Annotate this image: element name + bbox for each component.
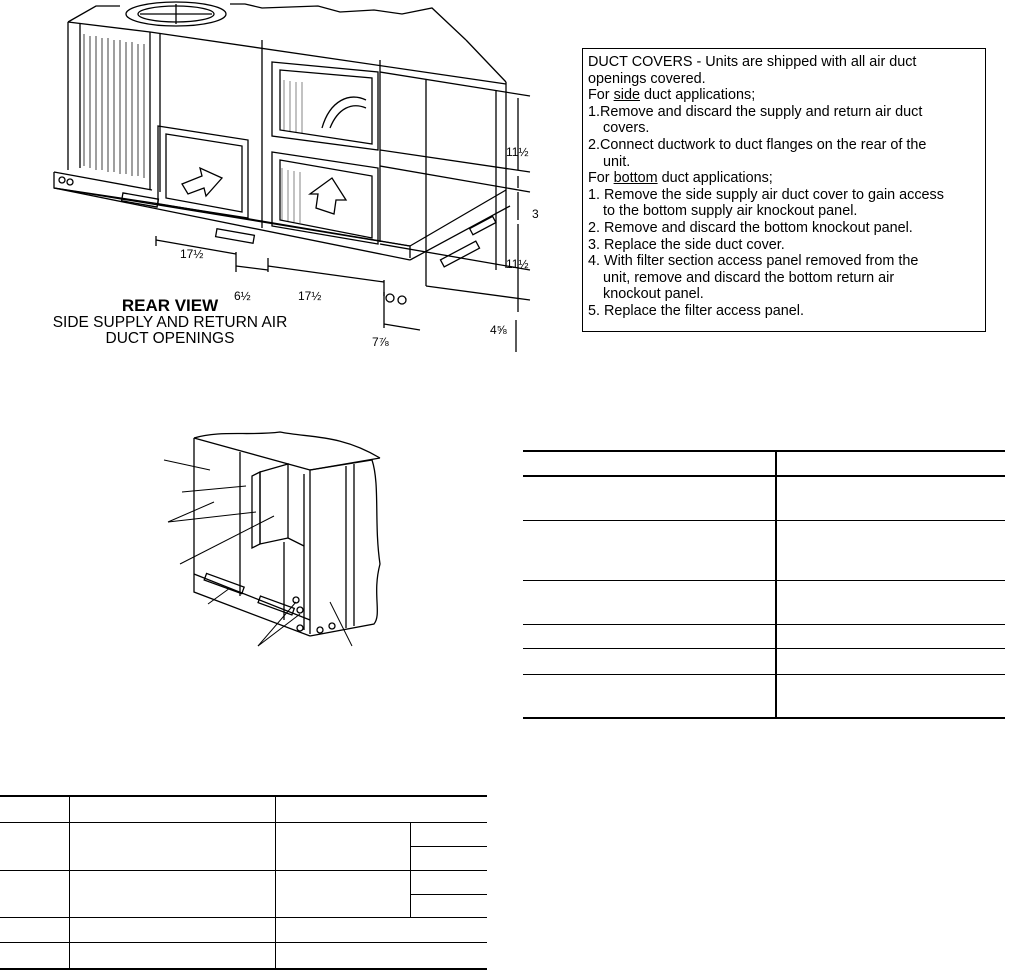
- note-line: unit.: [603, 153, 631, 170]
- dim-supply-width: 17½: [298, 289, 322, 303]
- rear-view-caption: [20, 298, 320, 348]
- dim-spacing: 6½: [234, 289, 251, 303]
- note-line: 1.Remove and discard the supply and return air duct: [588, 103, 923, 120]
- note-line: For side duct applications;: [588, 87, 756, 104]
- note-line: 2.Connect ductwork to duct flanges on the rear of the: [588, 136, 927, 153]
- note-line: 2. Remove and discard the bottom knockout panel.: [588, 219, 913, 236]
- note-line: 4. With filter section access panel removed from the: [588, 253, 919, 270]
- note-line: covers.: [603, 120, 650, 137]
- note-line: to the bottom supply air knockout panel.: [603, 203, 858, 220]
- note-line: 3. Replace the side duct cover.: [588, 236, 785, 253]
- caption-title: REAR VIEW: [121, 296, 219, 315]
- dim-supply-height: 11½: [506, 145, 529, 159]
- duct-covers-note: [582, 48, 986, 332]
- dim-gap: 3: [532, 207, 539, 221]
- dim-offset: 7⅞: [372, 335, 389, 349]
- note-line: 1. Remove the side supply air duct cover to gain access: [588, 186, 944, 203]
- note-line: 5. Replace the filter access panel.: [588, 302, 804, 319]
- note-line: DUCT COVERS - Units are shipped with all air duct: [588, 54, 917, 70]
- caption-line-1: SIDE SUPPLY AND RETURN AIR: [52, 313, 288, 331]
- dim-return-height: 11½: [506, 257, 529, 271]
- note-line: unit, remove and discard the bottom return air: [603, 269, 895, 286]
- dim-return-width: 17½: [180, 247, 204, 261]
- unit-perspective-drawing: [160, 424, 400, 664]
- note-line: For bottom duct applications;: [588, 170, 773, 187]
- caption-line-2: DUCT OPENINGS: [105, 330, 235, 347]
- dim-base-depth: 4⅝: [490, 323, 507, 337]
- note-line: knockout panel.: [603, 286, 704, 303]
- note-line: openings covered.: [588, 70, 706, 87]
